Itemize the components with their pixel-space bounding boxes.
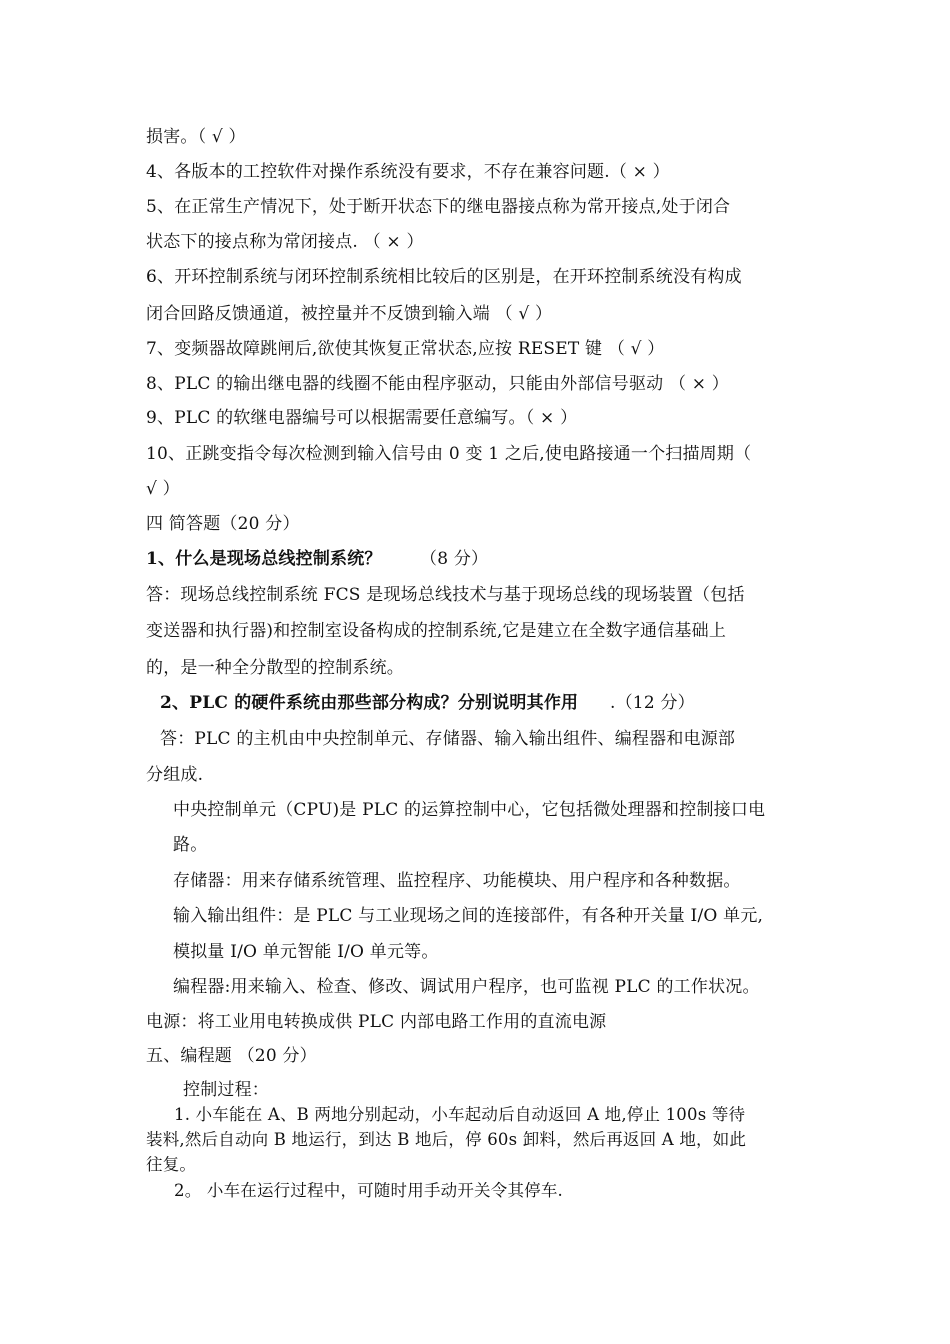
tf-item-9: 9、PLC 的软继电器编号可以根据需要任意编写。（ × ） (146, 408, 578, 428)
process-step-1-line-1: 1. 小车能在 A、B 两地分别起动，小车起动后自动返回 A 地,停止 100s 等待 (174, 1105, 746, 1124)
question-1-title: 1、什么是现场总线控制系统？ (146, 549, 382, 569)
section-heading-5: 五、编程题 （20 分） (146, 1046, 317, 1066)
io-line-1: 输入输出组件：是 PLC 与工业现场之间的连接部件，有各种开关量 I/O 单元, (173, 906, 764, 926)
answer-1-line-2: 变送器和执行器)和控制室设备构成的控制系统,它是建立在全数字通信基础上 (146, 621, 727, 641)
question-1-points: （8 分） (420, 549, 489, 569)
question-2-points: .（12 分） (610, 693, 695, 713)
process-step-1-line-3: 往复。 (146, 1155, 197, 1174)
io-line-2: 模拟量 I/O 单元智能 I/O 单元等。 (173, 942, 439, 962)
section-heading-4: 四 简答题（20 分） (146, 514, 300, 534)
answer-2-line-2: 分组成. (146, 765, 204, 785)
question-2-title: 2、PLC 的硬件系统由那些部分构成？分别说明其作用 (160, 693, 579, 713)
control-process-label: 控制过程： (183, 1080, 269, 1100)
process-step-2: 2。 小车在运行过程中，可随时用手动开关令其停车. (174, 1181, 563, 1200)
tf-item-6-line-2: 闭合回路反馈通道，被控量并不反馈到输入端 （ √ ） (146, 304, 553, 324)
memory-line: 存储器：用来存储系统管理、监控程序、功能模块、用户程序和各种数据。 (173, 871, 741, 891)
tf-item-6-line-1: 6、开环控制系统与闭环控制系统相比较后的区别是，在开环控制系统没有构成 (146, 267, 742, 287)
tf-item-4: 4、各版本的工控软件对操作系统没有要求，不存在兼容问题.（ × ） (146, 162, 670, 182)
tf-item-10-line-1: 10、正跳变指令每次检测到输入信号由 0 变 1 之后,使电路接通一个扫描周期（ (146, 444, 752, 464)
answer-1-line-1: 答：现场总线控制系统 FCS 是现场总线技术与基于现场总线的现场装置（包括 (146, 585, 745, 605)
power-line: 电源：将工业用电转换成供 PLC 内部电路工作用的直流电源 (146, 1012, 607, 1032)
cpu-line-1: 中央控制单元（CPU)是 PLC 的运算控制中心，它包括微处理器和控制接口电 (173, 800, 766, 820)
text-line-1: 损害。（ √ ） (146, 127, 246, 147)
answer-2-line-1: 答：PLC 的主机由中央控制单元、存储器、输入输出组件、编程器和电源部 (160, 729, 736, 749)
tf-item-8: 8、PLC 的输出继电器的线圈不能由程序驱动，只能由外部信号驱动 （ × ） (146, 374, 730, 394)
tf-item-5-line-1: 5、在正常生产情况下，处于断开状态下的继电器接点称为常开接点,处于闭合 (146, 197, 731, 217)
programmer-line: 编程器:用来输入、检查、修改、调试用户程序，也可监视 PLC 的工作状况。 (173, 977, 760, 997)
process-step-1-line-2: 装料,然后自动向 B 地运行，到达 B 地后，停 60s 卸料，然后再返回 A 地，如此 (146, 1130, 747, 1149)
cpu-line-2: 路。 (173, 835, 208, 855)
tf-item-10-line-2: √ ） (146, 479, 180, 499)
tf-item-5-line-2: 状态下的接点称为常闭接点. （ × ） (146, 232, 424, 252)
answer-1-line-3: 的，是一种全分散型的控制系统。 (146, 658, 404, 678)
tf-item-7: 7、变频器故障跳闸后,欲使其恢复正常状态,应按 RESET 键 （ √ ） (146, 339, 665, 359)
